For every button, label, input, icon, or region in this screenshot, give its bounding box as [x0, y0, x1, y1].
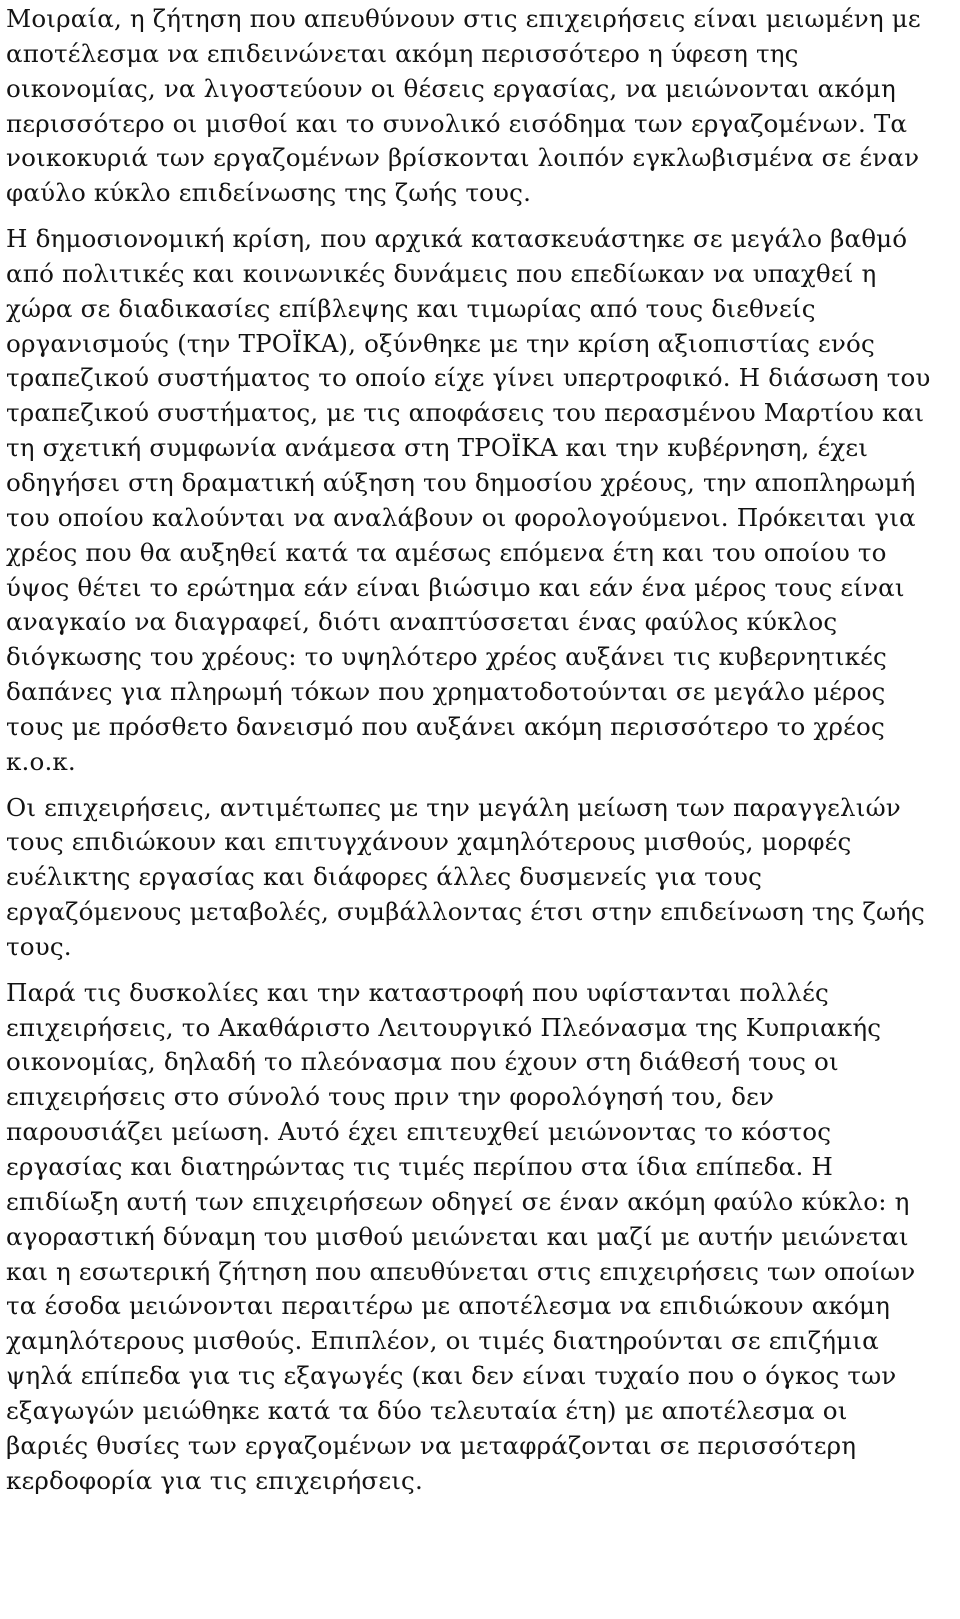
paragraph-operating-surplus: Παρά τις δυσκολίες και την καταστροφή που υφίστανται πολλές επιχειρήσεις, το Ακαθάριστο Λειτουργικό Πλεόνασμα της Κυπριακής οικονομίας, δηλαδή το πλεόνασμα που έχουν στη διάθεσή τους οι επιχειρήσεις στο σύνολό τους πριν την φορολόγησή του, δεν παρουσιάζει μείωση. Αυτό έχει επιτευχθεί μειώνοντας το κόστος εργασίας και διατηρώντας τις τιμές περίπου στα ίδια επίπεδα. Η επιδίωξη αυτή των επιχειρήσεων οδηγεί σε έναν ακόμη φαύλο κύκλο: η αγοραστική δύναμη του μισθού μειώνεται και μαζί με αυτήν μειώνεται και η εσωτερική ζήτηση που απευθύνεται στις επιχειρήσεις των οποίων τα έσοδα μειώνονται περαιτέρω με αποτέλεσμα να επιδιώκουν ακόμη χαμηλότερους μισθούς. Επιπλέον, οι τιμές διατηρούνται σε επιζήμια ψηλά επίπεδα για τις εξαγωγές (και δεν είναι τυχαίο που ο όγκος των εξαγωγών μειώθηκε κατά τα δύο τελευταία έτη) με αποτέλεσμα οι βαριές θυσίες των εργαζομένων να μεταφράζονται σε περισσότερη κερδοφορία για τις επιχειρήσεις. [6, 977, 916, 1495]
paragraph-demand-recession: Μοιραία, η ζήτηση που απευθύνουν στις επιχειρήσεις είναι μειωμένη με αποτέλεσμα να επιδεινώνεται ακόμη περισσότερο η ύφεση της οικονομίας, να λιγοστεύουν οι θέσεις εργασίας, να μειώνονται ακόμη περισσότερο οι μισθοί και το συνολικό εισόδημα των εργαζομένων. Τα νοικοκυριά των εργαζομένων βρίσκονται λοιπόν εγκλωβισμένα σε έναν φαύλο κύκλο επιδείνωσης της ζωής τους. [6, 4, 921, 208]
paragraph-fiscal-crisis: Η δημοσιονομική κρίση, που αρχικά κατασκευάστηκε σε μεγάλο βαθμό από πολιτικές και κοινωνικές δυνάμεις που επεδίωκαν να υπαχθεί η χώρα σε διαδικασίες επίβλεψης και τιμωρίας από τους διεθνείς οργανισμούς (την ΤΡΟΪΚΑ), οξύνθηκε με την κρίση αξιοπιστίας ενός τραπεζικού συστήματος το οποίο είχε γίνει υπερτροφικό. Η διάσωση του τραπεζικού συστήματος, με τις αποφάσεις του περασμένου Μαρτίου και τη σχετική συμφωνία ανάμεσα στη ΤΡΟΪΚΑ και την κυβέρνηση, έχει οδηγήσει στη δραματική αύξηση του δημοσίου χρέους, την αποπληρωμή του οποίου καλούνται να αναλάβουν οι φορολογούμενοι. Πρόκειται για χρέος που θα αυξηθεί κατά τα αμέσως επόμενα έτη και του οποίου το ύψος θέτει το ερώτημα εάν είναι βιώσιμο και εάν ένα μέρος τους είναι αναγκαίο να διαγραφεί, διότι αναπτύσσεται ένας φαύλος κύκλος διόγκωσης του χρέους: το υψηλότερο χρέος αυξάνει τις κυβερνητικές δαπάνες για πληρωμή τόκων που χρηματοδοτούνται σε μεγάλο μέρος τους με πρόσθετο δανεισμό που αυξάνει ακόμη περισσότερο το χρέος κ.ο.κ. [6, 224, 931, 776]
paragraph-business-response: Οι επιχειρήσεις, αντιμέτωπες με την μεγάλη μείωση των παραγγελιών τους επιδιώκουν και επιτυγχάνουν χαμηλότερους μισθούς, μορφές ευέλικτης εργασίας και διάφορες άλλες δυσμενείς για τους εργαζόμενους μεταβολές, συμβάλλοντας έτσι στην επιδείνωση της ζωής τους. [6, 792, 925, 961]
